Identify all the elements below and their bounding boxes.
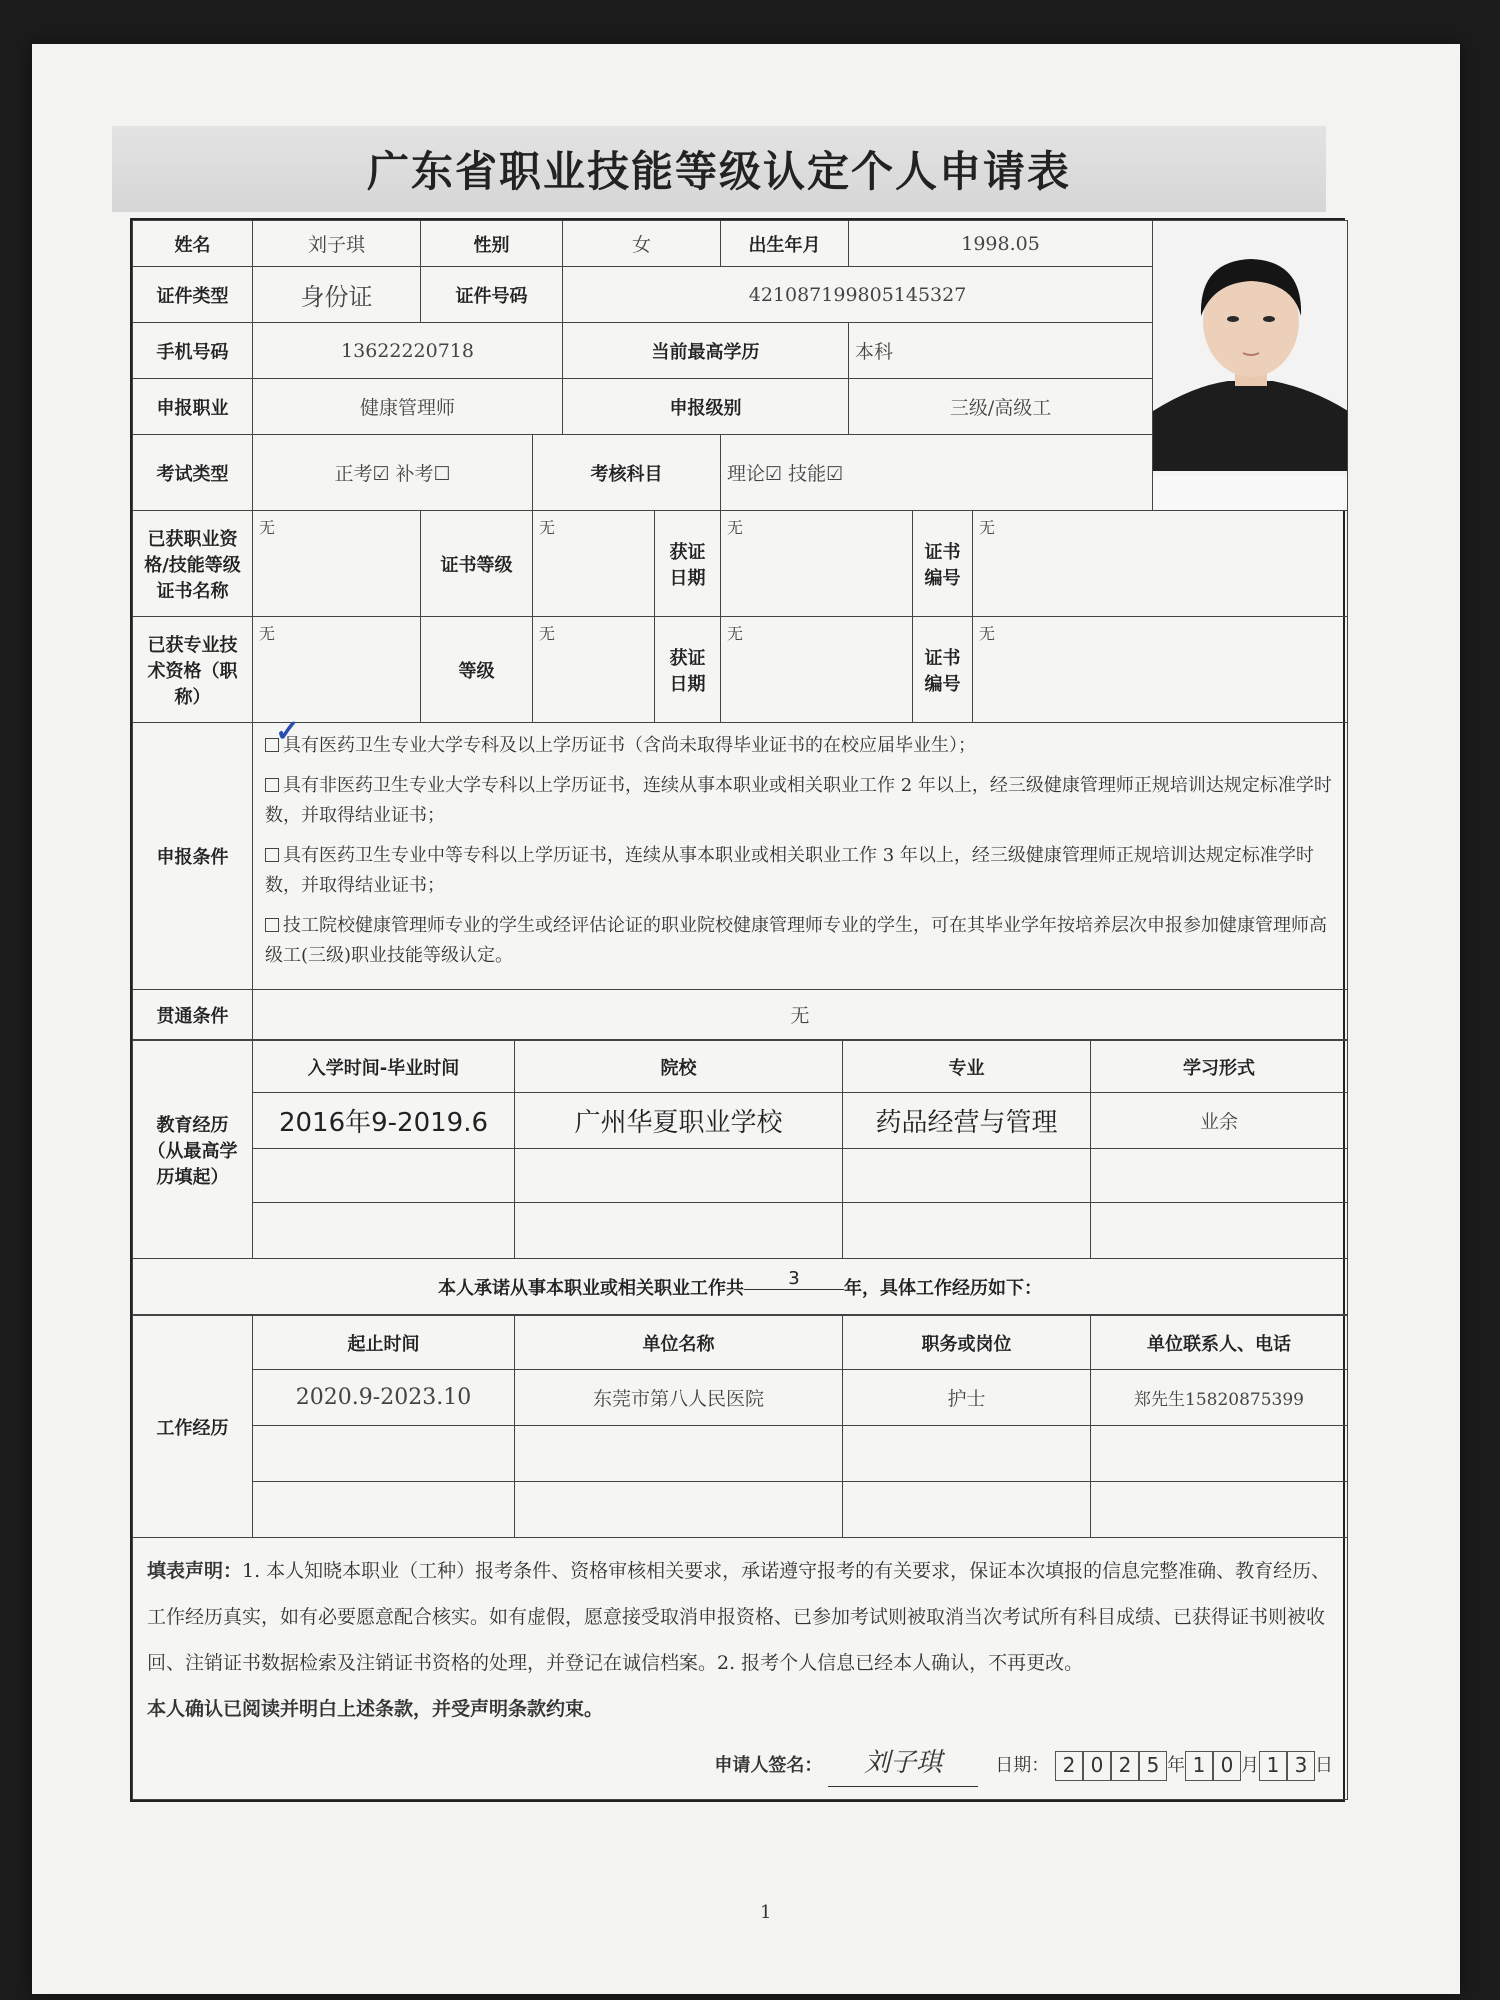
tech-date-value: 无 (721, 617, 913, 723)
edu-header: 学习形式 (1091, 1041, 1348, 1093)
edu-header: 院校 (515, 1041, 843, 1093)
checkbox-icon[interactable] (265, 778, 279, 792)
personal-info-table (132, 220, 1348, 1040)
cert-no-value: 无 (973, 511, 1348, 617)
work-commit: 本人承诺从事本职业或相关职业工作共 3 年，具体工作经历如下： (133, 1259, 1348, 1315)
through-label: 贯通条件 (133, 990, 253, 1040)
work-unit: 东莞市第八人民医院 (515, 1370, 843, 1426)
education-value: 本科 (849, 323, 1153, 379)
obtain-date-value: 无 (721, 511, 913, 617)
tech-date-label: 获证日期 (655, 617, 721, 723)
conditions-list (253, 714, 1348, 990)
edu-mode: 业余 (1091, 1093, 1348, 1149)
phone-label: 手机号码 (133, 323, 253, 379)
work-contact: 郑先生15820875399 (1091, 1370, 1348, 1426)
id-number-value: 421087199805145327 (563, 267, 1153, 323)
edu-period: 2016年9-2019.6 (253, 1093, 515, 1149)
declaration (133, 1538, 1348, 1800)
tech-title-value: 无 (253, 617, 421, 723)
education-table (132, 1040, 1348, 1315)
condition-item: 具有医药卫生专业中等专科以上学历证书，连续从事本职业或相关职业工作 3 年以上，经三级健康管理师正规培训达规定标准学时数，并取得结业证书； (265, 845, 1314, 896)
tech-no-label: 证书编号 (913, 617, 973, 723)
level-label: 申报级别 (563, 379, 849, 435)
cert-name-value: 无 (253, 511, 421, 617)
table-row (133, 1203, 1348, 1259)
tech-no-value: 无 (973, 617, 1348, 723)
condition-item: 具有医药卫生专业大学专科及以上学历证书（含尚未取得毕业证书的在校应届毕业生）； (265, 731, 1335, 761)
id-type-label: 证件类型 (133, 267, 253, 323)
cert-no-label: 证书编号 (913, 511, 973, 617)
work-table (132, 1315, 1348, 1800)
condition-item: 具有非医药卫生专业大学专科以上学历证书，连续从事本职业或相关职业工作 2 年以上，经三级健康管理师正规培训达规定标准学时数，并取得结业证书； (265, 775, 1332, 826)
application-form (130, 218, 1345, 1802)
occupation-value: 健康管理师 (253, 379, 563, 435)
work-history-label: 工作经历 (133, 1316, 253, 1538)
education-label: 当前最高学历 (563, 323, 849, 379)
cert-level-label: 证书等级 (421, 511, 533, 617)
conditions-label: 申报条件 (133, 723, 253, 990)
edu-school: 广州华夏职业学校 (515, 1093, 843, 1149)
cert-level-value: 无 (533, 511, 655, 617)
edu-header: 专业 (843, 1041, 1091, 1093)
page-number: 1 (760, 1902, 772, 1923)
name-label: 姓名 (133, 221, 253, 267)
checkmark-icon: ✓ (275, 714, 301, 749)
table-row (133, 1370, 1348, 1426)
checkbox-icon[interactable] (265, 918, 279, 932)
edu-history-label: 教育经历（从最高学历填起） (133, 1041, 253, 1259)
exam-subject-value: 理论☑ 技能☑ (721, 435, 1153, 511)
declaration-confirm: 本人确认已阅读并明白上述条款，并受声明条款约束。 (147, 1698, 604, 1720)
phone-value: 13622220718 (253, 323, 563, 379)
declaration-text: 填表声明：1. 本人知晓本职业（工种）报考条件、资格审核相关要求，承诺遵守报考的有关要求，保证本次填报的信息完整准确、教育经历、工作经历真实，如有必要愿意配合核实。如有虚假，愿意接受取消申报资格、已参加考试则被取消当次考试所有科目成绩、已获得证书则被收回、注销证书数据检索及注销证书资格的处理，并登记在诚信档案。2. 报考个人信息已经本人确认，不再更改。 (147, 1560, 1331, 1674)
tech-level-value: 无 (533, 617, 655, 723)
cert-name-label: 已获职业资格/技能等级证书名称 (133, 511, 253, 617)
applicant-photo (1153, 221, 1347, 476)
photo-cell (1153, 221, 1348, 511)
id-number-label: 证件号码 (421, 267, 563, 323)
obtain-date-label: 获证日期 (655, 511, 721, 617)
exam-type-value: 正考☑ 补考☐ (253, 435, 533, 511)
form-title: 广东省职业技能等级认定个人申请表 (366, 147, 1071, 196)
work-header: 起止时间 (253, 1316, 515, 1370)
edu-major: 药品经营与管理 (843, 1093, 1091, 1149)
condition-item: 技工院校健康管理师专业的学生或经评估论证的职业院校健康管理师专业的学生，可在其毕业学年按培养层次申报参加健康管理师高级工(三级)职业技能等级认定。 (265, 915, 1327, 966)
checkbox-icon[interactable] (265, 848, 279, 862)
exam-subject-label: 考核科目 (533, 435, 721, 511)
birth-value: 1998.05 (849, 221, 1153, 267)
signature-row: 申请人签名： 刘子琪 日期： 2 0 2 5 年 1 0 月 1 3 日 (147, 1740, 1333, 1789)
occupation-label: 申报职业 (133, 379, 253, 435)
work-years: 3 (744, 1268, 844, 1290)
table-row (133, 1482, 1348, 1538)
gender-label: 性别 (421, 221, 563, 267)
id-type-value: 身份证 (253, 267, 421, 323)
through-value: 无 (253, 990, 1348, 1040)
tech-title-label: 已获专业技术资格（职称） (133, 617, 253, 723)
name-value: 刘子琪 (253, 221, 421, 267)
work-period: 2020.9-2023.10 (253, 1370, 515, 1426)
birth-label: 出生年月 (721, 221, 849, 267)
table-row (133, 1426, 1348, 1482)
signature[interactable]: 刘子琪 (828, 1740, 978, 1787)
work-header: 单位联系人、电话 (1091, 1316, 1348, 1370)
exam-type-label: 考试类型 (133, 435, 253, 511)
work-header: 单位名称 (515, 1316, 843, 1370)
table-row (133, 1149, 1348, 1203)
edu-header: 入学时间-毕业时间 (253, 1041, 515, 1093)
work-position: 护士 (843, 1370, 1091, 1426)
level-value: 三级/高级工 (849, 379, 1153, 435)
table-row (133, 1093, 1348, 1149)
title-bar (112, 126, 1326, 212)
tech-level-label: 等级 (421, 617, 533, 723)
gender-value: 女 (563, 221, 721, 267)
work-header: 职务或岗位 (843, 1316, 1091, 1370)
